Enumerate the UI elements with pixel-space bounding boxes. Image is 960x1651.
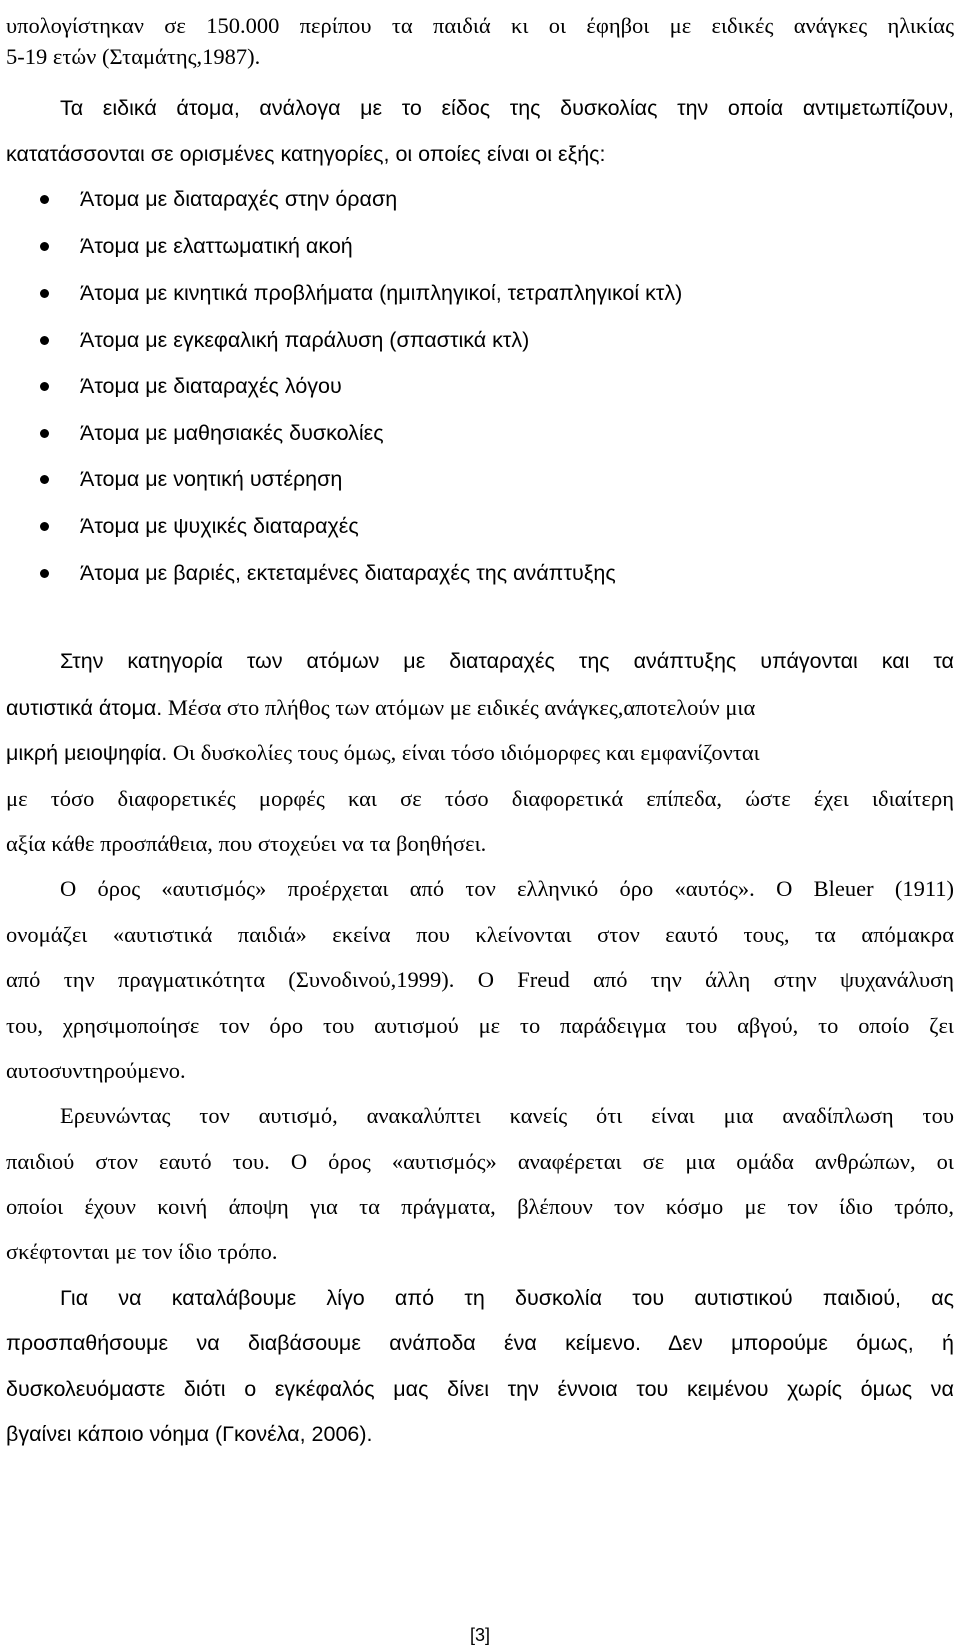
- list-item: [40, 280, 940, 308]
- reading-line-1: Για να καταλάβουμε λίγο από τη δυσκολία του αυτιστικού παιδιού, ας: [60, 1286, 954, 1310]
- list-item-label: Άτομα με ψυχικές διαταραχές: [80, 514, 359, 538]
- origin-line-5: αυτοσυντηρούμενο.: [6, 1058, 186, 1083]
- bullet-icon: [40, 289, 49, 298]
- bullet-icon: [40, 429, 49, 438]
- autism-line-2-start: αυτιστικά άτομα.: [6, 696, 163, 720]
- origin-line-3: από την πραγματικότητα (Συνοδινού,1999). Ο Freud από την άλλη στην ψυχανάλυση: [6, 967, 954, 992]
- intro-line-2: 5-19 ετών (Σταμάτης,1987).: [6, 44, 261, 69]
- autism-line-4: με τόσο διαφορετικές μορφές και σε τόσο διαφορετικά επίπεδα, ώστε έχει ιδιαίτερη: [6, 786, 954, 811]
- autism-line-1: Στην κατηγορία των ατόμων με διαταραχές της ανάπτυξης υπάγονται και τα: [60, 649, 954, 673]
- list-item: [40, 560, 940, 588]
- bullet-icon: [40, 382, 49, 391]
- list-item-label: Άτομα με βαριές, εκτεταμένες διαταραχές της ανάπτυξης: [80, 561, 616, 585]
- autism-line-2-rest: Μέσα στο πλήθος των ατόμων με ειδικές ανάγκες,αποτελούν μια: [162, 695, 756, 720]
- autism-line-3: [6, 740, 954, 766]
- categories-intro-line-1: Τα ειδικά άτομα, ανάλογα με το είδος της δυσκολίας την οποία αντιμετωπίζουν,: [60, 96, 954, 120]
- list-item: [40, 233, 940, 261]
- bullet-icon: [40, 569, 49, 578]
- bullet-icon: [40, 475, 49, 484]
- exploring-line-3: οποίοι έχουν κοινή άποψη για τα πράγματα, βλέπουν τον κόσμο με τον ίδιο τρόπο,: [6, 1194, 954, 1219]
- list-item: [40, 513, 940, 541]
- list-item-label: Άτομα με νοητική υστέρηση: [80, 467, 343, 491]
- list-item: [40, 420, 940, 448]
- reading-line-2: προσπαθήσουμε να διαβάσουμε ανάποδα ένα κείμενο. Δεν μπορούμε όμως, ή: [6, 1331, 954, 1355]
- intro-line-1: υπολογίστηκαν σε 150.000 περίπου τα παιδιά κι οι έφηβοι με ειδικές ανάγκες ηλικίας: [6, 13, 954, 38]
- list-item: [40, 373, 940, 401]
- origin-line-2: ονομάζει «αυτιστικά παιδιά» εκείνα που κλείνονται στον εαυτό τους, τα απόμακρα: [6, 922, 954, 947]
- list-item-label: Άτομα με εγκεφαλική παράλυση (σπαστικά κτλ): [80, 328, 530, 352]
- bullet-icon: [40, 522, 49, 531]
- exploring-line-1: Ερευνώντας τον αυτισμό, ανακαλύπτει κανείς ότι είναι μια αναδίπλωση του: [60, 1103, 954, 1128]
- autism-line-3-start: μικρή μειοψηφία.: [6, 741, 168, 765]
- autism-line-5: αξία κάθε προσπάθεια, που στοχεύει να τα βοηθήσει.: [6, 831, 487, 856]
- reading-line-4: βγαίνει κάποιο νόημα (Γκονέλα, 2006).: [6, 1422, 373, 1446]
- exploring-line-2: παιδιού στον εαυτό του. Ο όρος «αυτισμός» αναφέρεται σε μια ομάδα ανθρώπων, οι: [6, 1149, 954, 1174]
- bullet-icon: [40, 242, 49, 251]
- page-number: [3]: [469, 1625, 490, 1645]
- list-item-label: Άτομα με ελαττωματική ακοή: [80, 234, 353, 258]
- bullet-icon: [40, 195, 49, 204]
- categories-intro-line-2: κατατάσσονται σε ορισμένες κατηγορίες, οι οποίες είναι οι εξής:: [6, 142, 606, 166]
- origin-line-1: Ο όρος «αυτισμός» προέρχεται από τον ελληνικό όρο «αυτός». Ο Bleuer (1911): [60, 876, 954, 901]
- autism-line-3-rest: Οι δυσκολίες τους όμως, είναι τόσο ιδιόμορφες και εμφανίζονται: [167, 740, 760, 765]
- origin-line-4: του, χρησιμοποίησε τον όρο του αυτισμού με το παράδειγμα του αβγού, το οποίο ζει: [6, 1013, 954, 1038]
- list-item-label: Άτομα με διαταραχές λόγου: [80, 374, 342, 398]
- bullet-icon: [40, 336, 49, 345]
- list-item-label: Άτομα με κινητικά προβλήματα (ημιπληγικοί, τετραπληγικοί κτλ): [80, 281, 683, 305]
- list-item: [40, 327, 940, 355]
- list-item: [40, 186, 940, 214]
- list-item-label: Άτομα με μαθησιακές δυσκολίες: [80, 421, 384, 445]
- list-item-label: Άτομα με διαταραχές στην όραση: [80, 187, 398, 211]
- autism-line-2: [6, 695, 954, 721]
- exploring-line-4: σκέφτονται με τον ίδιο τρόπο.: [6, 1239, 278, 1264]
- list-item: [40, 466, 940, 494]
- reading-line-3: δυσκολευόμαστε διότι ο εγκέφαλός μας δίνει την έννοια του κειμένου χωρίς όμως να: [6, 1377, 954, 1401]
